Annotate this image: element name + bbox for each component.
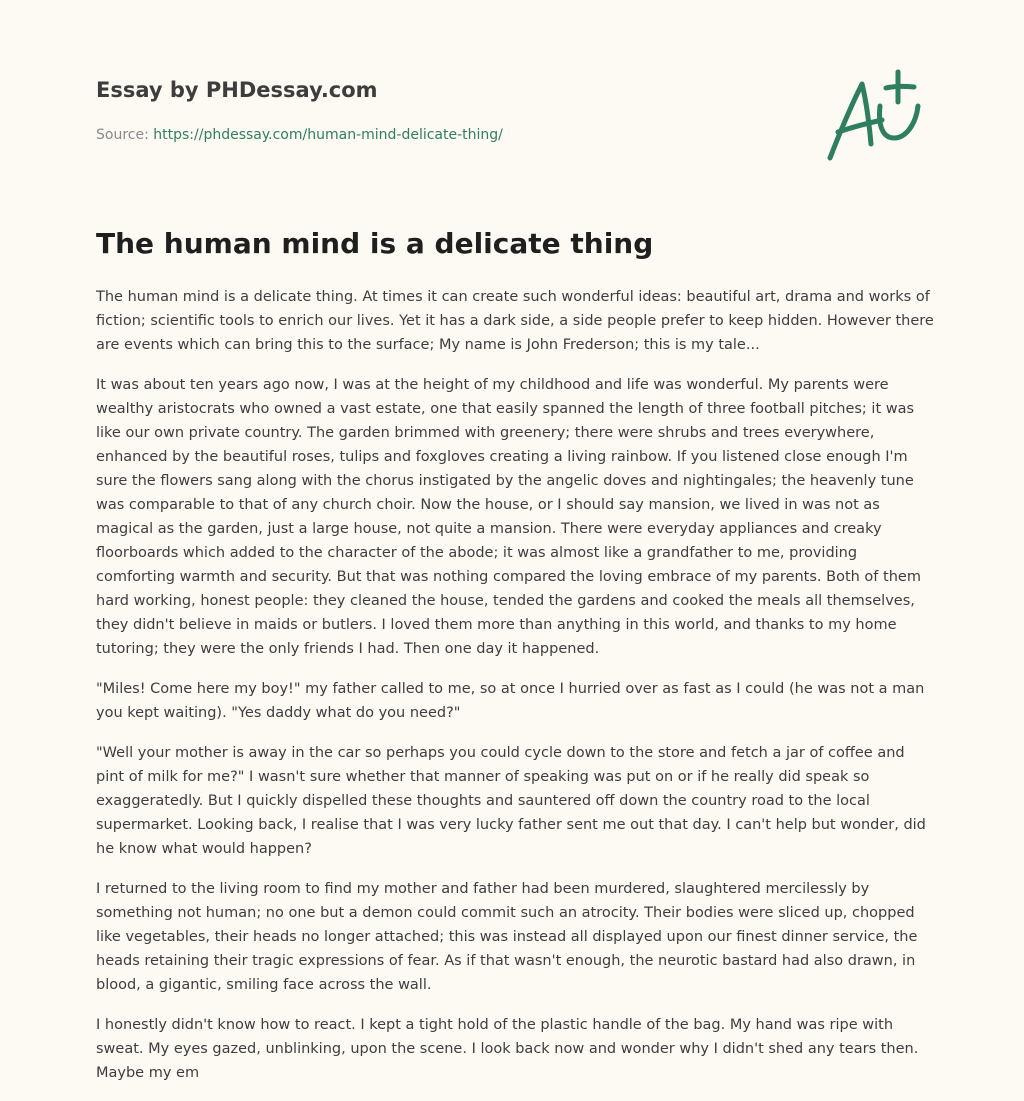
- a-plus-grade-icon: [822, 66, 928, 166]
- paragraph: "Miles! Come here my boy!" my father called to me, so at once I hurried over as fast as I could (he was not a man you kept waiting). "Yes daddy what do you need?": [96, 681, 925, 721]
- site-title: Essay by PHDessay.com: [96, 78, 378, 102]
- source-line: [96, 126, 696, 144]
- paragraph: "Well your mother is away in the car so perhaps you could cycle down to the store and fetch a jar of coffee and pint of milk for me?" I wasn't sure whether that manner of speaking was put on or if he really did speak so exaggeratedly. But I quickly dispelled these thoughts and sauntered off down the country road to the local supermarket. Looking back, I realise that I was very lucky father sent me out that day. I can't help but wonder, did he know what would happen?: [96, 745, 926, 857]
- paragraph: I honestly didn't know how to react. I kept a tight hold of the plastic handle of the bag. My hand was ripe with sweat. My eyes gazed, unblinking, upon the scene. I look back now and wonder why I didn't shed any tears then. Maybe my em: [96, 1017, 919, 1081]
- source-label: Source:: [96, 127, 149, 143]
- paragraph: The human mind is a delicate thing. At times it can create such wonderful ideas: beautiful art, drama and works of fiction; scientific tools to enrich our lives. Yet it has a dark side, a side people prefer to keep hidden. However there are events which can bring this to the surface; My name is John Frederson; this is my tale...: [96, 289, 934, 353]
- paragraph: It was about ten years ago now, I was at the height of my childhood and life was wonderful. My parents were wealthy aristocrats who owned a vast estate, one that easily spanned the length of three football pitches; it was like our own private country. The garden brimmed with greenery; there were shrubs and trees everywhere, enhanced by the beautiful roses, tulips and foxgloves creating a living rainbow. If you listened close enough I'm sure the flowers sang along with the chorus instigated by the angelic doves and nightingales; the heavenly tune was comparable to that of any church choir. Now the house, or I should say mansion, we lived in was not as magical as the garden, just a large house, not quite a mansion. There were everyday appliances and creaky floorboards which added to the character of the abode; it was almost like a grandfather to me, providing comforting warmth and security. But that was nothing compared the loving embrace of my parents. Both of them hard working, honest people: they cleaned the house, tended the gardens and cooked the meals all themselves, they didn't believe in maids or butlers. I loved them more than anything in this world, and thanks to my home tutoring; they were the only friends I had. Then one day it happened.: [96, 377, 921, 657]
- article-body: [96, 285, 934, 1101]
- article-title: The human mind is a delicate thing: [96, 227, 654, 260]
- paragraph: I returned to the living room to find my mother and father had been murdered, slaughtered mercilessly by something not human; no one but a demon could commit such an atrocity. Their bodies were sliced up, chopped like vegetables, their heads no longer attached; this was instead all displayed upon our finest dinner service, the heads retaining their tragic expressions of fear. As if that wasn't enough, the neurotic bastard had also drawn, in blood, a gigantic, smiling face across the wall.: [96, 881, 918, 993]
- page-header: [96, 76, 696, 144]
- source-link[interactable]: https://phdessay.com/human-mind-delicate-thing/: [153, 127, 503, 143]
